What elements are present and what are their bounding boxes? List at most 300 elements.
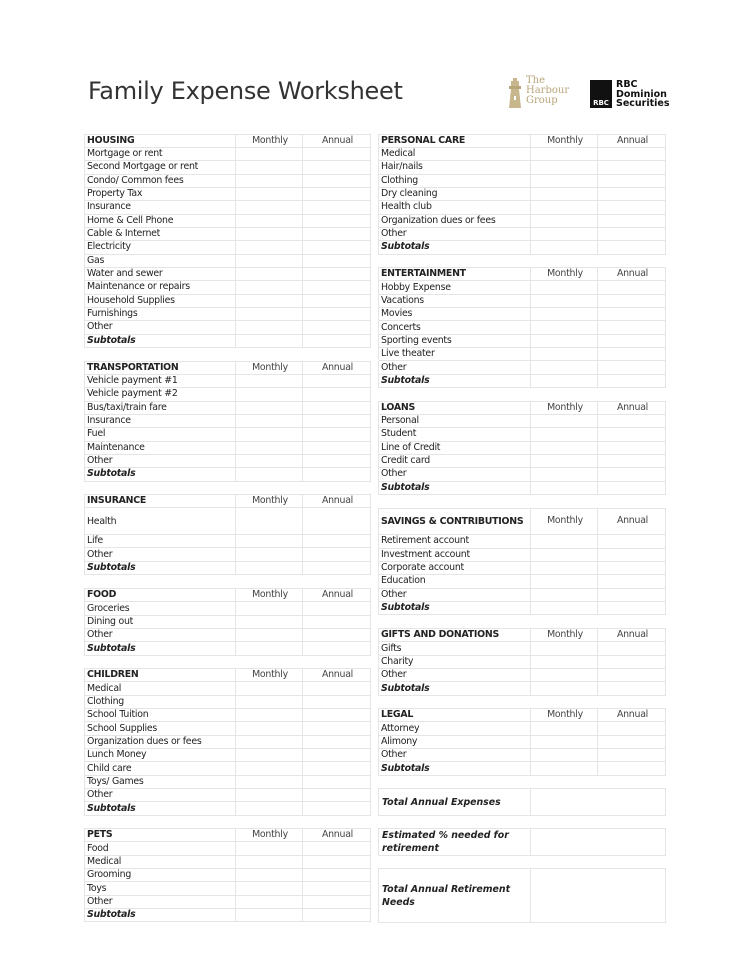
monthly-input-cell[interactable] <box>531 655 598 668</box>
monthly-input-cell[interactable] <box>236 428 303 441</box>
monthly-input-cell[interactable] <box>236 695 303 708</box>
monthly-input-cell[interactable] <box>236 227 303 240</box>
monthly-input-cell[interactable] <box>236 214 303 227</box>
row-label: Alimony <box>379 735 531 748</box>
row-label: Vehicle payment #1 <box>85 374 236 387</box>
row-label: Live theater <box>379 348 531 361</box>
row-label: Vacations <box>379 294 531 307</box>
subtotals-label: Subtotals <box>379 601 531 614</box>
section-title: INSURANCE <box>85 495 236 508</box>
monthly-input-cell[interactable] <box>236 749 303 762</box>
monthly-input-cell[interactable] <box>236 602 303 615</box>
monthly-input-cell[interactable] <box>236 615 303 628</box>
annual-input-cell[interactable] <box>598 749 666 762</box>
monthly-subtotal-cell[interactable] <box>531 682 598 695</box>
row-label: Health club <box>379 201 531 214</box>
annual-input-cell[interactable] <box>598 227 666 240</box>
table-row <box>85 602 371 615</box>
annual-subtotal-cell[interactable] <box>598 601 666 614</box>
monthly-input-cell[interactable] <box>531 749 598 762</box>
subtotals-label: Subtotals <box>379 762 531 775</box>
row-label: Charity <box>379 655 531 668</box>
row-label: Maintenance or repairs <box>85 281 236 294</box>
table-row <box>85 722 371 735</box>
monthly-input-cell[interactable] <box>531 575 598 588</box>
table-row <box>85 187 371 200</box>
table-row <box>85 855 371 868</box>
table-row <box>379 655 666 668</box>
rbc-mark-text: RBC <box>593 99 609 107</box>
section-header-row <box>379 709 666 722</box>
annual-subtotal-cell[interactable] <box>303 468 371 481</box>
total-annual-expenses-input[interactable] <box>531 789 666 816</box>
annual-input-cell[interactable] <box>598 187 666 200</box>
table-row <box>85 709 371 722</box>
annual-input-cell[interactable] <box>303 174 371 187</box>
monthly-input-cell[interactable] <box>236 735 303 748</box>
section-title: ENTERTAINMENT <box>379 268 531 281</box>
subtotals-row <box>379 374 666 387</box>
monthly-input-cell[interactable] <box>236 508 303 535</box>
subtotals-label: Subtotals <box>379 374 531 387</box>
monthly-subtotal-cell[interactable] <box>236 561 303 574</box>
monthly-input-cell[interactable] <box>531 321 598 334</box>
monthly-input-cell[interactable] <box>531 561 598 574</box>
monthly-input-cell[interactable] <box>236 709 303 722</box>
annual-input-cell[interactable] <box>303 842 371 855</box>
row-label: Gifts <box>379 642 531 655</box>
row-label: Organization dues or fees <box>85 735 236 748</box>
section-title: PETS <box>85 829 236 842</box>
annual-input-cell[interactable] <box>303 227 371 240</box>
annual-input-cell[interactable] <box>598 548 666 561</box>
table-row <box>85 615 371 628</box>
table-row <box>85 735 371 748</box>
monthly-input-cell[interactable] <box>531 735 598 748</box>
monthly-column-header: Monthly <box>236 495 303 508</box>
monthly-input-cell[interactable] <box>236 722 303 735</box>
annual-input-cell[interactable] <box>598 174 666 187</box>
subtotals-row <box>85 802 371 815</box>
annual-input-cell[interactable] <box>598 214 666 227</box>
annual-subtotal-cell[interactable] <box>598 241 666 254</box>
annual-input-cell[interactable] <box>303 869 371 882</box>
annual-input-cell[interactable] <box>303 294 371 307</box>
row-label: Water and sewer <box>85 267 236 280</box>
annual-input-cell[interactable] <box>303 895 371 908</box>
monthly-input-cell[interactable] <box>531 535 598 548</box>
rbc-logo-text: RBC <box>616 79 638 90</box>
row-label: Insurance <box>85 414 236 427</box>
annual-input-cell[interactable] <box>598 454 666 467</box>
table-row <box>85 535 371 548</box>
annual-input-cell[interactable] <box>303 441 371 454</box>
annual-input-cell[interactable] <box>303 749 371 762</box>
monthly-input-cell[interactable] <box>531 548 598 561</box>
row-label: Other <box>379 468 531 481</box>
monthly-input-cell[interactable] <box>531 414 598 427</box>
monthly-input-cell[interactable] <box>236 174 303 187</box>
section-header-row <box>85 134 371 147</box>
annual-input-cell[interactable] <box>598 201 666 214</box>
section-title: TRANSPORTATION <box>85 361 236 374</box>
monthly-input-cell[interactable] <box>531 214 598 227</box>
annual-input-cell[interactable] <box>598 735 666 748</box>
annual-column-header: Annual <box>303 361 371 374</box>
monthly-subtotal-cell[interactable] <box>531 481 598 494</box>
monthly-input-cell[interactable] <box>236 441 303 454</box>
total-row <box>379 869 666 923</box>
monthly-input-cell[interactable] <box>236 147 303 160</box>
table-row <box>379 642 666 655</box>
monthly-input-cell[interactable] <box>531 161 598 174</box>
annual-input-cell[interactable] <box>598 294 666 307</box>
row-label: Child care <box>85 762 236 775</box>
annual-column-header: Annual <box>598 268 666 281</box>
table-row <box>379 294 666 307</box>
subtotals-label: Subtotals <box>85 561 236 574</box>
row-label: Organization dues or fees <box>379 214 531 227</box>
monthly-input-cell[interactable] <box>236 629 303 642</box>
table-row <box>85 882 371 895</box>
monthly-column-header: Monthly <box>236 829 303 842</box>
monthly-input-cell[interactable] <box>236 454 303 467</box>
section-header-row <box>379 508 666 535</box>
annual-column-header: Annual <box>598 508 666 535</box>
subtotals-label: Subtotals <box>85 642 236 655</box>
row-label: Movies <box>379 308 531 321</box>
annual-input-cell[interactable] <box>598 348 666 361</box>
section-title: GIFTS AND DONATIONS <box>379 629 531 642</box>
row-label: Dry cleaning <box>379 187 531 200</box>
monthly-input-cell[interactable] <box>236 842 303 855</box>
annual-subtotal-cell[interactable] <box>598 762 666 775</box>
annual-input-cell[interactable] <box>303 307 371 320</box>
monthly-input-cell[interactable] <box>531 468 598 481</box>
harbour-logo-text: Group <box>526 95 558 106</box>
monthly-input-cell[interactable] <box>531 201 598 214</box>
annual-input-cell[interactable] <box>303 374 371 387</box>
estimated-percent-retirement-input[interactable] <box>531 829 666 856</box>
annual-input-cell[interactable] <box>303 775 371 788</box>
annual-input-cell[interactable] <box>303 161 371 174</box>
row-label: Gas <box>85 254 236 267</box>
annual-input-cell[interactable] <box>598 308 666 321</box>
annual-input-cell[interactable] <box>303 281 371 294</box>
monthly-input-cell[interactable] <box>531 227 598 240</box>
harbour-group-logo <box>508 76 570 110</box>
monthly-input-cell[interactable] <box>236 535 303 548</box>
annual-input-cell[interactable] <box>598 575 666 588</box>
monthly-input-cell[interactable] <box>236 762 303 775</box>
annual-input-cell[interactable] <box>303 267 371 280</box>
annual-input-cell[interactable] <box>598 669 666 682</box>
monthly-column-header: Monthly <box>531 508 598 535</box>
row-label: Insurance <box>85 201 236 214</box>
subtotals-row <box>379 481 666 494</box>
row-label: School Tuition <box>85 709 236 722</box>
section-title: SAVINGS & CONTRIBUTIONS <box>379 508 531 535</box>
monthly-input-cell[interactable] <box>531 441 598 454</box>
monthly-input-cell[interactable] <box>531 174 598 187</box>
monthly-input-cell[interactable] <box>531 147 598 160</box>
monthly-input-cell[interactable] <box>236 401 303 414</box>
monthly-input-cell[interactable] <box>236 855 303 868</box>
annual-input-cell[interactable] <box>598 655 666 668</box>
annual-input-cell[interactable] <box>303 241 371 254</box>
row-label: Medical <box>379 147 531 160</box>
row-label: Grooming <box>85 869 236 882</box>
monthly-input-cell[interactable] <box>531 588 598 601</box>
monthly-input-cell[interactable] <box>236 321 303 334</box>
monthly-subtotal-cell[interactable] <box>236 468 303 481</box>
monthly-input-cell[interactable] <box>531 334 598 347</box>
monthly-input-cell[interactable] <box>236 161 303 174</box>
section-savings <box>378 508 666 616</box>
monthly-input-cell[interactable] <box>531 294 598 307</box>
annual-input-cell[interactable] <box>303 882 371 895</box>
annual-input-cell[interactable] <box>303 695 371 708</box>
monthly-input-cell[interactable] <box>236 869 303 882</box>
annual-subtotal-cell[interactable] <box>303 802 371 815</box>
annual-subtotal-cell[interactable] <box>598 481 666 494</box>
row-label: Corporate account <box>379 561 531 574</box>
table-row <box>379 174 666 187</box>
annual-input-cell[interactable] <box>598 535 666 548</box>
section-title: HOUSING <box>85 134 236 147</box>
row-label: Investment account <box>379 548 531 561</box>
monthly-subtotal-cell[interactable] <box>531 241 598 254</box>
row-label: Maintenance <box>85 441 236 454</box>
annual-input-cell[interactable] <box>598 147 666 160</box>
annual-input-cell[interactable] <box>303 147 371 160</box>
monthly-input-cell[interactable] <box>236 307 303 320</box>
monthly-input-cell[interactable] <box>236 374 303 387</box>
monthly-subtotal-cell[interactable] <box>236 334 303 347</box>
table-row <box>85 294 371 307</box>
monthly-input-cell[interactable] <box>531 187 598 200</box>
table-row <box>85 374 371 387</box>
annual-input-cell[interactable] <box>303 602 371 615</box>
rbc-logo-text: Dominion <box>616 88 667 100</box>
monthly-input-cell[interactable] <box>236 775 303 788</box>
annual-input-cell[interactable] <box>598 361 666 374</box>
annual-input-cell[interactable] <box>598 161 666 174</box>
monthly-input-cell[interactable] <box>531 308 598 321</box>
annual-input-cell[interactable] <box>303 321 371 334</box>
row-label: Other <box>379 361 531 374</box>
section-food <box>84 588 371 656</box>
table-row <box>85 441 371 454</box>
row-label: Retirement account <box>379 535 531 548</box>
table-row <box>85 227 371 240</box>
annual-input-cell[interactable] <box>303 254 371 267</box>
table-row <box>85 254 371 267</box>
annual-input-cell[interactable] <box>598 722 666 735</box>
table-row <box>85 428 371 441</box>
annual-subtotal-cell[interactable] <box>303 909 371 922</box>
annual-input-cell[interactable] <box>303 682 371 695</box>
annual-input-cell[interactable] <box>303 187 371 200</box>
row-label: Other <box>379 588 531 601</box>
annual-input-cell[interactable] <box>303 414 371 427</box>
row-label: Other <box>85 789 236 802</box>
monthly-column-header: Monthly <box>531 629 598 642</box>
section-header-row <box>85 589 371 602</box>
monthly-input-cell[interactable] <box>531 669 598 682</box>
annual-input-cell[interactable] <box>303 762 371 775</box>
annual-input-cell[interactable] <box>303 201 371 214</box>
monthly-input-cell[interactable] <box>236 882 303 895</box>
subtotals-label: Subtotals <box>85 334 236 347</box>
monthly-subtotal-cell[interactable] <box>531 601 598 614</box>
table-row <box>85 281 371 294</box>
monthly-input-cell[interactable] <box>531 281 598 294</box>
monthly-input-cell[interactable] <box>531 361 598 374</box>
subtotals-label: Subtotals <box>85 468 236 481</box>
annual-input-cell[interactable] <box>303 548 371 561</box>
monthly-input-cell[interactable] <box>531 454 598 467</box>
monthly-input-cell[interactable] <box>236 281 303 294</box>
monthly-column-header: Monthly <box>236 134 303 147</box>
annual-subtotal-cell[interactable] <box>303 561 371 574</box>
monthly-input-cell[interactable] <box>236 241 303 254</box>
subtotals-label: Subtotals <box>379 241 531 254</box>
annual-input-cell[interactable] <box>303 855 371 868</box>
total-annual-expenses-label: Total Annual Expenses <box>379 789 531 816</box>
table-row <box>379 147 666 160</box>
monthly-input-cell[interactable] <box>236 414 303 427</box>
table-row <box>85 321 371 334</box>
monthly-input-cell[interactable] <box>236 682 303 695</box>
table-row <box>85 174 371 187</box>
table-row <box>379 414 666 427</box>
table-row <box>379 321 666 334</box>
annual-input-cell[interactable] <box>598 281 666 294</box>
monthly-input-cell[interactable] <box>236 254 303 267</box>
monthly-input-cell[interactable] <box>531 642 598 655</box>
subtotals-row <box>379 762 666 775</box>
lighthouse-icon <box>508 78 522 108</box>
annual-input-cell[interactable] <box>303 709 371 722</box>
annual-input-cell[interactable] <box>598 468 666 481</box>
subtotals-row <box>85 334 371 347</box>
row-label: Personal <box>379 414 531 427</box>
annual-subtotal-cell[interactable] <box>303 334 371 347</box>
row-label: Line of Credit <box>379 441 531 454</box>
table-row <box>379 454 666 467</box>
page-title: Family Expense Worksheet <box>88 77 403 105</box>
annual-input-cell[interactable] <box>303 214 371 227</box>
table-row <box>379 468 666 481</box>
monthly-input-cell[interactable] <box>531 428 598 441</box>
monthly-input-cell[interactable] <box>531 722 598 735</box>
section-header-row <box>379 629 666 642</box>
row-label: Student <box>379 428 531 441</box>
annual-column-header: Annual <box>598 134 666 147</box>
annual-input-cell[interactable] <box>303 535 371 548</box>
section-title: PERSONAL CARE <box>379 134 531 147</box>
annual-input-cell[interactable] <box>598 321 666 334</box>
annual-input-cell[interactable] <box>303 722 371 735</box>
table-row <box>379 575 666 588</box>
row-label: Attorney <box>379 722 531 735</box>
monthly-subtotal-cell[interactable] <box>531 374 598 387</box>
annual-input-cell[interactable] <box>303 388 371 401</box>
monthly-input-cell[interactable] <box>236 267 303 280</box>
annual-input-cell[interactable] <box>598 561 666 574</box>
monthly-subtotal-cell[interactable] <box>236 909 303 922</box>
annual-subtotal-cell[interactable] <box>598 374 666 387</box>
monthly-input-cell[interactable] <box>236 201 303 214</box>
row-label: Property Tax <box>85 187 236 200</box>
annual-input-cell[interactable] <box>303 789 371 802</box>
monthly-input-cell[interactable] <box>236 895 303 908</box>
subtotals-row <box>379 241 666 254</box>
table-row <box>379 669 666 682</box>
table-row <box>379 588 666 601</box>
table-row <box>379 187 666 200</box>
annual-input-cell[interactable] <box>598 414 666 427</box>
annual-input-cell[interactable] <box>598 642 666 655</box>
monthly-input-cell[interactable] <box>236 187 303 200</box>
monthly-subtotal-cell[interactable] <box>236 642 303 655</box>
annual-input-cell[interactable] <box>303 508 371 535</box>
row-label: Food <box>85 842 236 855</box>
annual-input-cell[interactable] <box>303 428 371 441</box>
monthly-input-cell[interactable] <box>236 388 303 401</box>
annual-input-cell[interactable] <box>303 735 371 748</box>
row-label: Vehicle payment #2 <box>85 388 236 401</box>
annual-input-cell[interactable] <box>598 588 666 601</box>
monthly-input-cell[interactable] <box>236 294 303 307</box>
monthly-input-cell[interactable] <box>236 548 303 561</box>
table-row <box>85 201 371 214</box>
annual-subtotal-cell[interactable] <box>598 682 666 695</box>
annual-input-cell[interactable] <box>598 441 666 454</box>
monthly-subtotal-cell[interactable] <box>531 762 598 775</box>
section-legal <box>378 708 666 776</box>
estimated-percent-retirement-label: Estimated % needed for retirement <box>379 829 531 856</box>
annual-input-cell[interactable] <box>303 401 371 414</box>
total-annual-retirement-needs-input[interactable] <box>531 869 666 923</box>
row-label: Other <box>85 629 236 642</box>
table-row <box>379 428 666 441</box>
section-title: LEGAL <box>379 709 531 722</box>
annual-input-cell[interactable] <box>598 334 666 347</box>
section-title: FOOD <box>85 589 236 602</box>
table-row <box>85 629 371 642</box>
table-row <box>85 147 371 160</box>
table-row <box>85 682 371 695</box>
table-row <box>379 561 666 574</box>
monthly-subtotal-cell[interactable] <box>236 802 303 815</box>
annual-column-header: Annual <box>303 829 371 842</box>
section-insurance <box>84 494 371 575</box>
row-label: Household Supplies <box>85 294 236 307</box>
annual-input-cell[interactable] <box>303 454 371 467</box>
annual-subtotal-cell[interactable] <box>303 642 371 655</box>
annual-input-cell[interactable] <box>303 629 371 642</box>
annual-column-header: Annual <box>598 401 666 414</box>
annual-input-cell[interactable] <box>303 615 371 628</box>
row-label: Bus/taxi/train fare <box>85 401 236 414</box>
monthly-input-cell[interactable] <box>236 789 303 802</box>
row-label: Other <box>379 749 531 762</box>
table-row <box>379 548 666 561</box>
annual-input-cell[interactable] <box>598 428 666 441</box>
monthly-input-cell[interactable] <box>531 348 598 361</box>
